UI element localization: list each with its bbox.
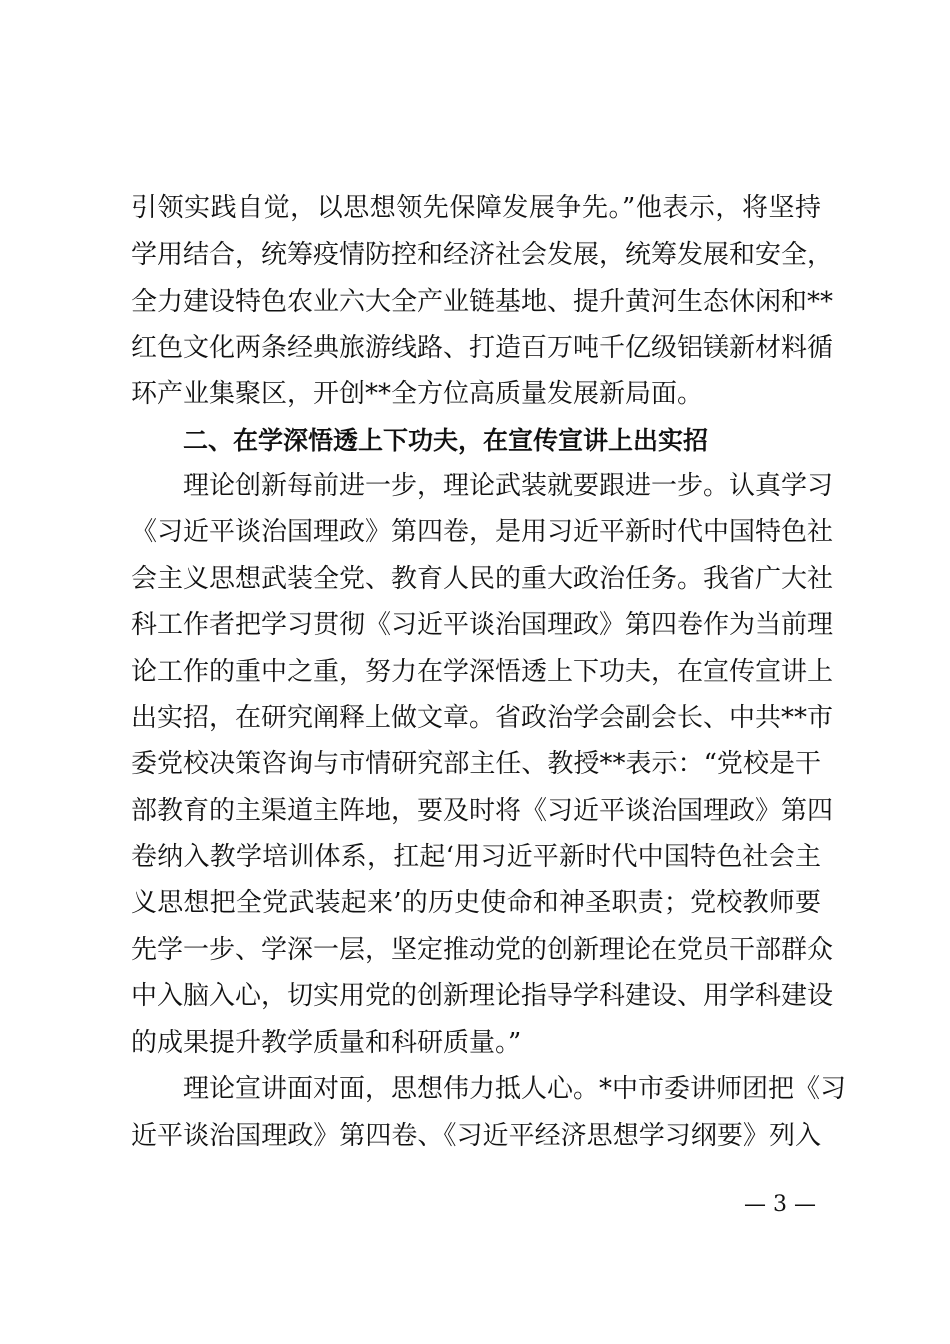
paragraph-line: 近平谈治国理政》第四卷、《习近平经济思想学习纲要》列入 [131, 1121, 821, 1151]
paragraph-line: 义思想把全党武装起来’的历史使命和神圣职责；党校教师要 [131, 888, 821, 918]
paragraph-line: 理论创新每前进一步，理论武装就要跟进一步。认真学习 [183, 471, 834, 501]
paragraph-line: 出实招，在研究阐释上做文章。省政治学会副会长、中共**市 [131, 703, 834, 733]
paragraph-line: 的成果提升教学质量和科研质量。” [131, 1028, 522, 1058]
paragraph-line: 卷纳入教学培训体系，扛起‘用习近平新时代中国特色社会主 [131, 842, 821, 872]
paragraph-line: 《习近平谈治国理政》第四卷，是用习近平新时代中国特色社 [131, 517, 834, 547]
paragraph-line: 环产业集聚区，开创**全方位高质量发展新局面。 [131, 379, 704, 409]
paragraph-line: 中入脑入心，切实用党的创新理论指导学科建设、用学科建设 [131, 981, 834, 1011]
paragraph-line: 全力建设特色农业六大全产业链基地、提升黄河生态休闲和** [131, 287, 834, 317]
paragraph-line: 委党校决策咨询与市情研究部主任、教授**表示：“党校是干 [131, 749, 821, 779]
paragraph-line: 学用结合，统筹疫情防控和经济社会发展，统筹发展和安全， [131, 240, 834, 270]
paragraph-line: 部教育的主渠道主阵地，要及时将《习近平谈治国理政》第四 [131, 796, 834, 826]
paragraph-line: 先学一步、学深一层，坚定推动党的创新理论在党员干部群众 [131, 935, 834, 965]
page-number: — 3 — [744, 1192, 816, 1217]
paragraph-line: 论工作的重中之重，努力在学深悟透上下功夫，在宣传宣讲上 [131, 657, 834, 687]
paragraph-line: 科工作者把学习贯彻《习近平谈治国理政》第四卷作为当前理 [131, 610, 834, 640]
paragraph-line: 红色文化两条经典旅游线路、打造百万吨千亿级铝镁新材料循 [131, 333, 834, 363]
section-heading: 二、在学深悟透上下功夫，在宣传宣讲上出实招 [183, 426, 709, 455]
paragraph-line: 理论宣讲面对面，思想伟力抵人心。*中市委讲师团把《习 [183, 1074, 847, 1104]
paragraph-line: 引领实践自觉，以思想领先保障发展争先。”他表示，将坚持 [131, 193, 821, 223]
paragraph-line: 会主义思想武装全党、教育人民的重大政治任务。我省广大社 [131, 564, 834, 594]
